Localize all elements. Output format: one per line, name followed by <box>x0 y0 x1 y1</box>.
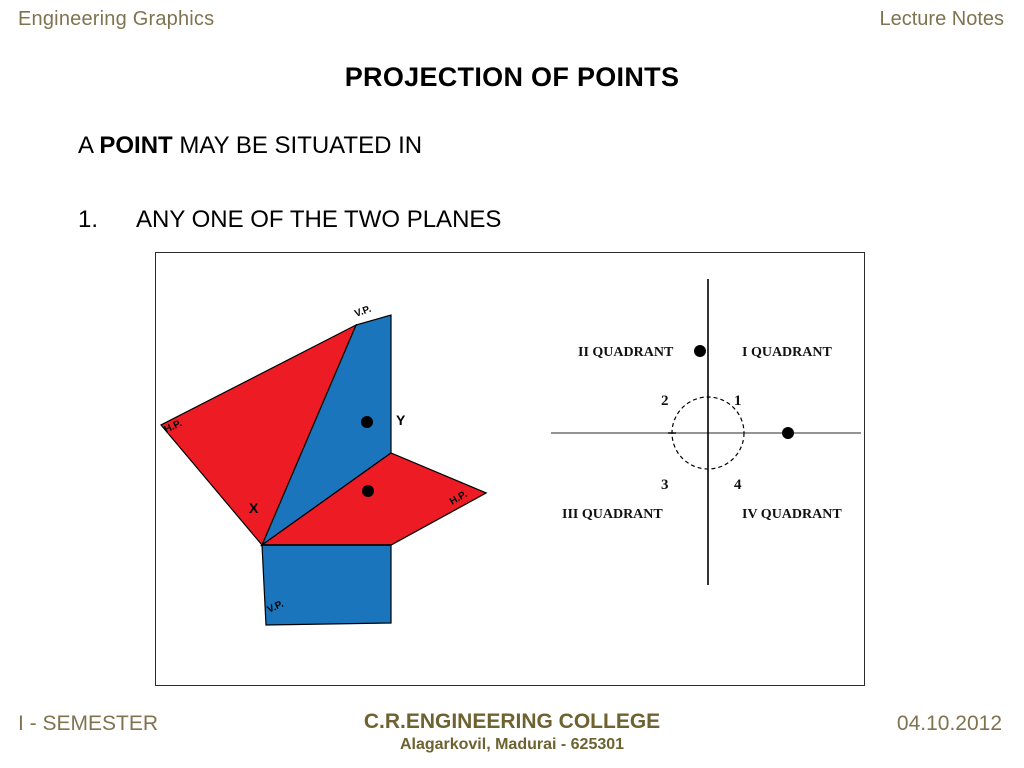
point-marker-hp <box>362 485 374 497</box>
footer-semester: I - SEMESTER <box>18 712 159 735</box>
header-doc-type: Lecture Notes <box>879 8 1004 30</box>
label-vp-top: V.P. <box>353 303 373 320</box>
label-vp-bottom: V.P. <box>265 598 286 616</box>
label-axis-y: Y <box>396 412 406 428</box>
lead-keyword: POINT <box>99 132 173 159</box>
point-marker-above-xy <box>694 345 706 357</box>
label-hp-left: H.P. <box>162 418 184 436</box>
vertical-plane-lower <box>262 545 391 625</box>
circle-number-4: 4 <box>734 477 742 493</box>
point-marker-on-xy <box>782 427 794 439</box>
quadrant-label-3: III QUADRANT <box>562 507 663 522</box>
list-item <box>78 206 501 234</box>
quadrant-diagram <box>551 279 861 585</box>
header-subject: Engineering Graphics <box>18 8 215 30</box>
figure-container <box>155 252 865 686</box>
footer-college-address: Alagarkovil, Madurai - 625301 <box>399 736 625 753</box>
quadrant-label-2: II QUADRANT <box>578 345 674 360</box>
lead-statement <box>78 132 422 160</box>
circle-number-1: 1 <box>734 393 742 409</box>
label-hp-right: H.P. <box>448 488 470 508</box>
list-item-number: 1. <box>78 206 99 233</box>
pictorial-view <box>156 304 486 625</box>
projection-figure <box>156 253 864 685</box>
footer-college-name: C.R.ENGINEERING COLLEGE <box>363 709 661 733</box>
quadrant-label-1: I QUADRANT <box>742 345 832 360</box>
list-item-label: ANY ONE OF THE TWO PLANES <box>136 206 502 233</box>
footer-institution <box>0 710 1024 754</box>
circle-number-2: 2 <box>661 393 669 409</box>
lead-suffix: MAY BE SITUATED IN <box>172 132 423 159</box>
footer-date: 04.10.2012 <box>896 712 1002 735</box>
lead-prefix: A <box>78 132 100 159</box>
quadrant-label-4: IV QUADRANT <box>742 507 842 522</box>
label-axis-x: X <box>249 500 259 516</box>
circle-number-3: 3 <box>661 477 669 493</box>
point-marker-vp <box>361 416 373 428</box>
page-title: PROJECTION OF POINTS <box>344 62 680 92</box>
